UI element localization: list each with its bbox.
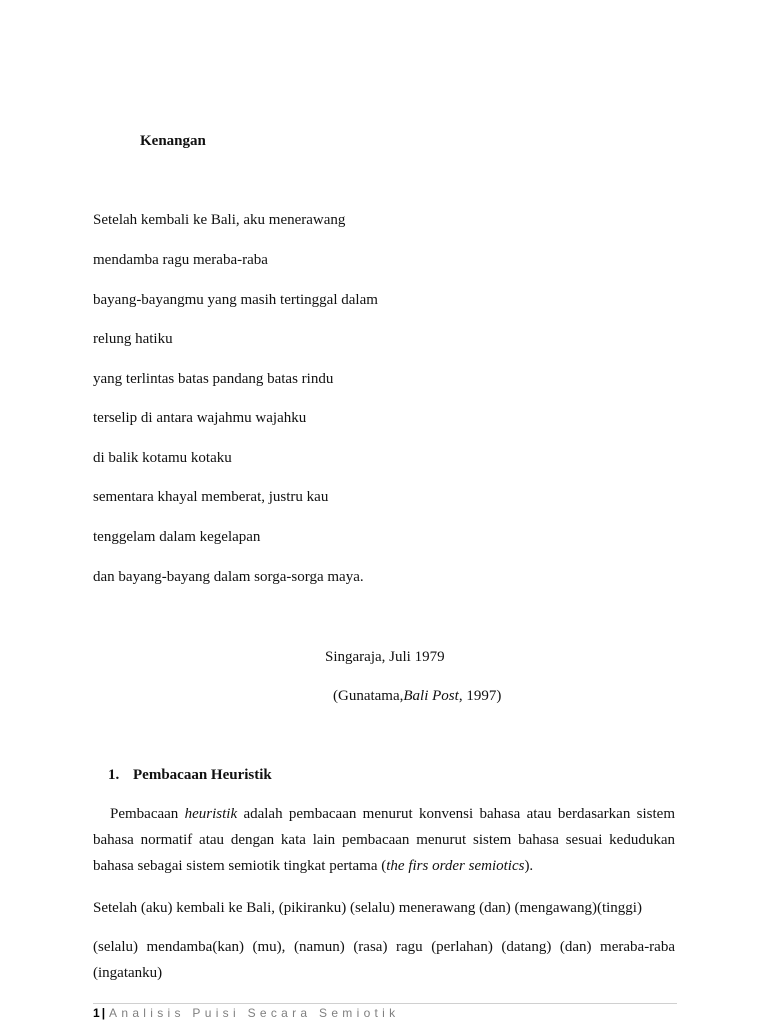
poem-place-date: Singaraja, Juli 1979 — [325, 649, 445, 665]
paragraph-text: Pembacaan — [110, 806, 185, 822]
paragraph-reading-line-2: (selalu) mendamba(kan) (mu), (namun) (rasa) ragu (perlahan) (datang) (dan) meraba-raba (ingatanku) — [93, 939, 675, 981]
poem-line-6: terselip di antara wajahmu wajahku — [93, 410, 307, 426]
poem-line-8: sementara khayal memberat, justru kau — [93, 489, 329, 505]
running-title: Analisis Puisi Secara Semiotik — [109, 1006, 400, 1020]
paragraph-italic-term: heuristik — [184, 806, 238, 822]
poem-title: Kenangan — [140, 133, 206, 149]
page-number: 1 — [93, 1006, 100, 1020]
poem-line-2: mendamba ragu meraba-raba — [93, 252, 268, 268]
poem-line-5: yang terlintas batas pandang batas rindu — [93, 371, 334, 387]
poem-line-10: dan bayang-bayang dalam sorga-sorga maya. — [93, 569, 364, 585]
poem-line-3: bayang-bayangmu yang masih tertinggal dalam — [93, 292, 378, 308]
paragraph-reading-line-1: Setelah (aku) kembali ke Bali, (pikiranku) (selalu) menerawang (dan) (mengawang)(tinggi) — [93, 900, 642, 916]
footer-divider — [93, 1003, 677, 1004]
paragraph-text: ). — [524, 858, 534, 874]
poem-source-prefix: (Gunatama, — [333, 688, 404, 704]
poem-line-4: relung hatiku — [93, 331, 173, 347]
page-footer — [93, 1006, 399, 1020]
footer-separator: | — [101, 1006, 106, 1020]
poem-source — [333, 688, 501, 705]
poem-source-publication: Bali Post — [403, 688, 459, 704]
section-title: Pembacaan Heuristik — [133, 767, 272, 783]
paragraph-text: adalah pembacaan menurut konvensi bahasa atau berdasarkan sistem bahasa normatif atau dengan kata lain pembacaan menurut sistem bahasa sesuai kedudukan bahasa sebagai sistem semiotik tingkat pertama ( — [93, 806, 675, 874]
poem-line-1: Setelah kembali ke Bali, aku menerawang — [93, 212, 346, 228]
paragraph-italic-term: the firs order semiotics — [386, 858, 525, 874]
poem-line-9: tenggelam dalam kegelapan — [93, 529, 261, 545]
poem-line-7: di balik kotamu kotaku — [93, 450, 232, 466]
section-number: 1. — [108, 767, 120, 783]
section-heading — [108, 767, 272, 784]
poem-source-suffix: , 1997) — [458, 688, 502, 704]
paragraph-heuristic-definition — [93, 801, 675, 879]
